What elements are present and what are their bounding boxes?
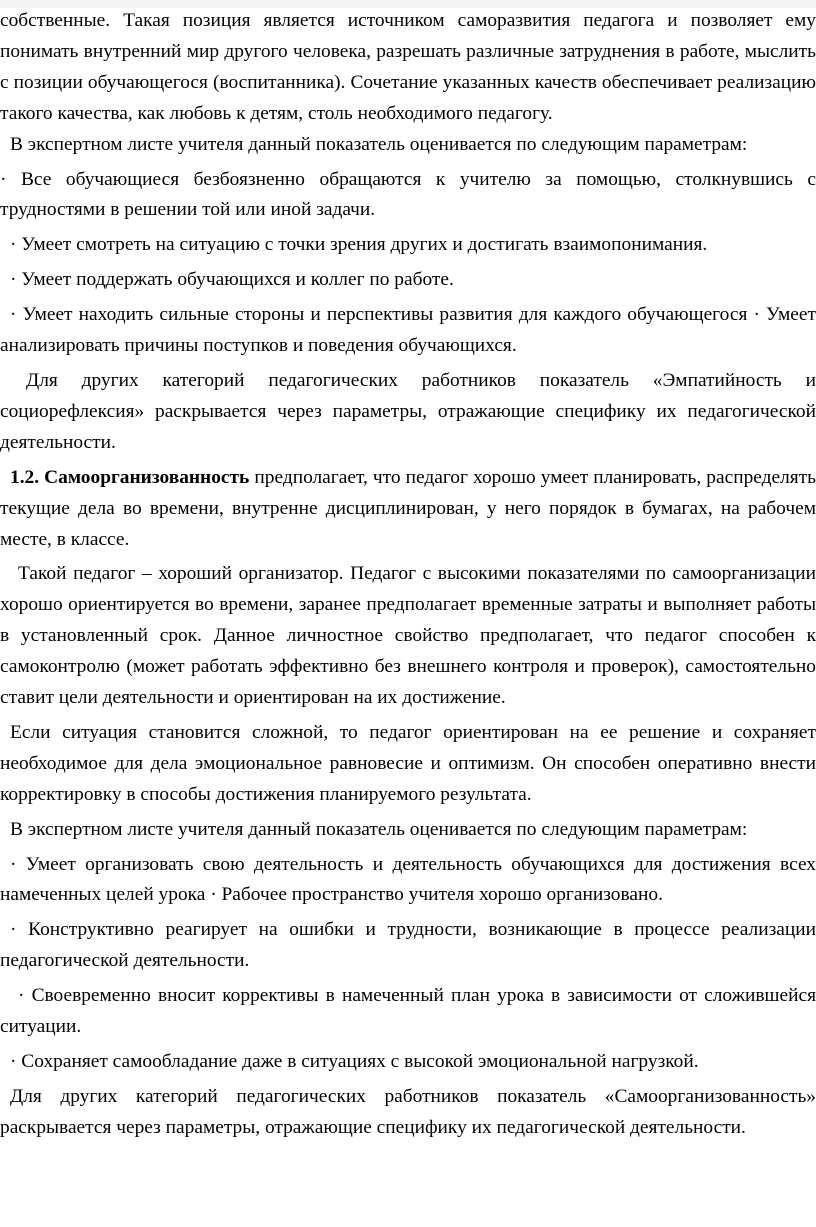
paragraph-13: · Конструктивно реагирует на ошибки и трудности, возникающие в процессе реализации педагогической деятельности. [0,919,816,972]
paragraph-9: Такой педагог – хороший организатор. Педагог с высокими показателями по самоорганизации хорошо ориентируется во времени, заранее предполагает временные затраты и выполняет работы в установленный срок. Данное личностное свойство предполагает, что педагог способен к самоконтролю (может работать эффективно без внешнего контроля и проверок), самостоятельно ставит цели деятельности и ориентирован на их достижение. [0,563,816,709]
paragraph-14: · Своевременно вносит коррективы в намеченный план урока в зависимости от сложившейся ситуации. [0,985,816,1038]
paragraph-8 [0,463,816,556]
paragraph-7: Для других категорий педагогических работников показатель «Эмпатийность и социорефлексия» раскрывается через параметры, отражающие специфику их педагогической деятельности. [0,369,816,453]
paragraph-4: · Умеет смотреть на ситуацию с точки зрения других и достигать взаимопонимания. [10,234,708,256]
paragraph-1: собственные. Такая позиция является источником саморазвития педагога и позволяет ему понимать внутренний мир другого человека, разрешать различные затруднения в работе, мыслить с позиции обучающегося (воспитанника). Сочетание указанных качеств обеспечивает реализацию такого качества, как любовь к детям, столь необходимого педагогу. [0,10,816,124]
paragraph-2: В экспертном листе учителя данный показатель оценивается по следующим параметрам: [10,133,748,155]
section-heading: 1.2. Самоорганизованность [10,466,250,488]
paragraph-5: · Умеет поддержать обучающихся и коллег по работе. [10,269,454,291]
paragraph-8-text: предполагает, что педагог хорошо умеет планировать, распределять текущие дела во времени, внутренне дисциплинирован, у него порядок в бумагах, на рабочем месте, в классе. [0,466,816,550]
paragraph-12: · Умеет организовать свою деятельность и деятельность обучающихся для достижения всех намеченных целей урока · Рабочее пространство учителя хорошо организовано. [0,853,816,906]
paragraph-15: · Сохраняет самообладание даже в ситуациях с высокой эмоциональной нагрузкой. [10,1051,699,1072]
paragraph-6: · Умеет находить сильные стороны и перспективы развития для каждого обучающегося · Умеет анализировать причины поступков и поведения обучающихся. [0,304,816,357]
paragraph-16: Для других категорий педагогических работников показатель «Самоорганизованность» раскрывается через параметры, отражающие специфику их педагогической деятельности. [0,1085,816,1138]
paragraph-3: · Все обучающиеся безбоязненно обращаются к учителю за помощью, столкнувшись с трудностями в решении той или иной задачи. [0,168,816,221]
paragraph-10: Если ситуация становится сложной, то педагог ориентирован на ее решение и сохраняет необходимое для дела эмоциональное равновесие и оптимизм. Он способен оперативно внести корректировку в способы достижения планируемого результата. [0,721,816,805]
paragraph-11: В экспертном листе учителя данный показатель оценивается по следующим параметрам: [10,818,748,840]
document-body [0,6,816,1148]
